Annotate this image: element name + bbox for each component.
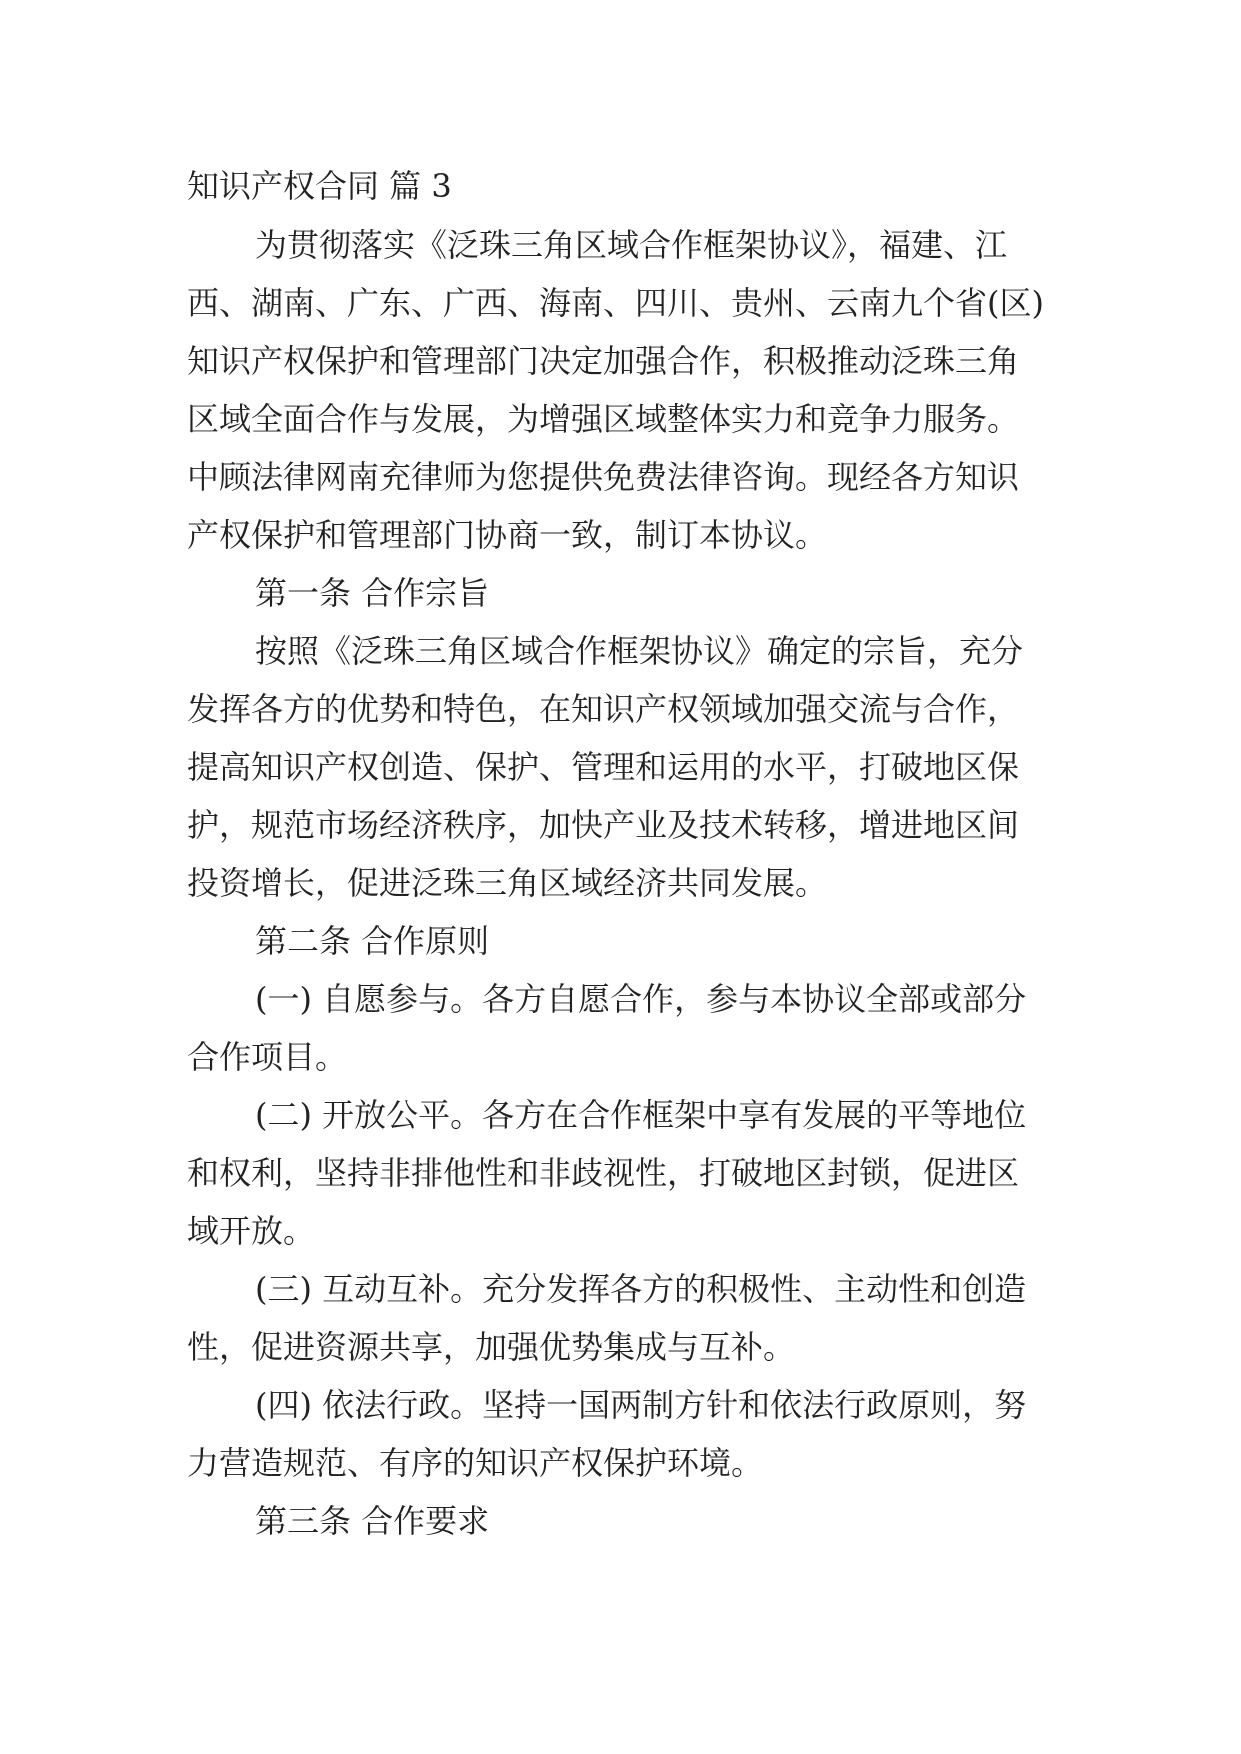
text-line: 护，规范市场经济秩序，加快产业及技术转移，增进地区间 <box>187 806 1020 844</box>
text-line: (三) 互动互补。充分发挥各方的积极性、主动性和创造 <box>255 1270 1027 1308</box>
text-line: 为贯彻落实《泛珠三角区域合作框架协议》，福建、江 <box>255 226 1008 264</box>
text-line: 产权保护和管理部门协商一致，制订本协议。 <box>187 516 828 554</box>
text-line: 按照《泛珠三角区域合作框架协议》确定的宗旨，充分 <box>255 632 1024 670</box>
section-heading: 第三条 合作要求 <box>255 1502 490 1540</box>
text-line: 合作项目。 <box>187 1038 348 1076</box>
text-line: (四) 依法行政。坚持一国两制方针和依法行政原则，努 <box>255 1386 1027 1424</box>
text-line: 力营造规范、有序的知识产权保护环境。 <box>187 1444 764 1482</box>
text-line: 投资增长，促进泛珠三角区域经济共同发展。 <box>187 864 828 902</box>
text-line: 域开放。 <box>187 1212 316 1250</box>
text-line: (一) 自愿参与。各方自愿合作，参与本协议全部或部分 <box>255 980 1027 1018</box>
text-line: 和权利，坚持非排他性和非歧视性，打破地区封锁，促进区 <box>187 1154 1020 1192</box>
section-heading: 第二条 合作原则 <box>255 922 490 960</box>
section-heading: 第一条 合作宗旨 <box>255 574 490 612</box>
text-line: (二) 开放公平。各方在合作框架中享有发展的平等地位 <box>255 1096 1027 1134</box>
text-line: 发挥各方的优势和特色，在知识产权领域加强交流与合作， <box>187 690 1020 728</box>
text-line: 知识产权保护和管理部门决定加强合作，积极推动泛珠三角 <box>187 342 1020 380</box>
text-line: 性，促进资源共享，加强优势集成与互补。 <box>187 1328 796 1366</box>
text-line: 区域全面合作与发展，为增强区域整体实力和竞争力服务。 <box>187 400 1020 438</box>
text-line: 提高知识产权创造、保护、管理和运用的水平，打破地区保 <box>187 748 1020 786</box>
text-line: 西、湖南、广东、广西、海南、四川、贵州、云南九个省(区) <box>187 284 1044 322</box>
document-title: 知识产权合同 篇 3 <box>187 167 452 205</box>
text-line: 中顾法律网南充律师为您提供免费法律咨询。现经各方知识 <box>187 458 1020 496</box>
